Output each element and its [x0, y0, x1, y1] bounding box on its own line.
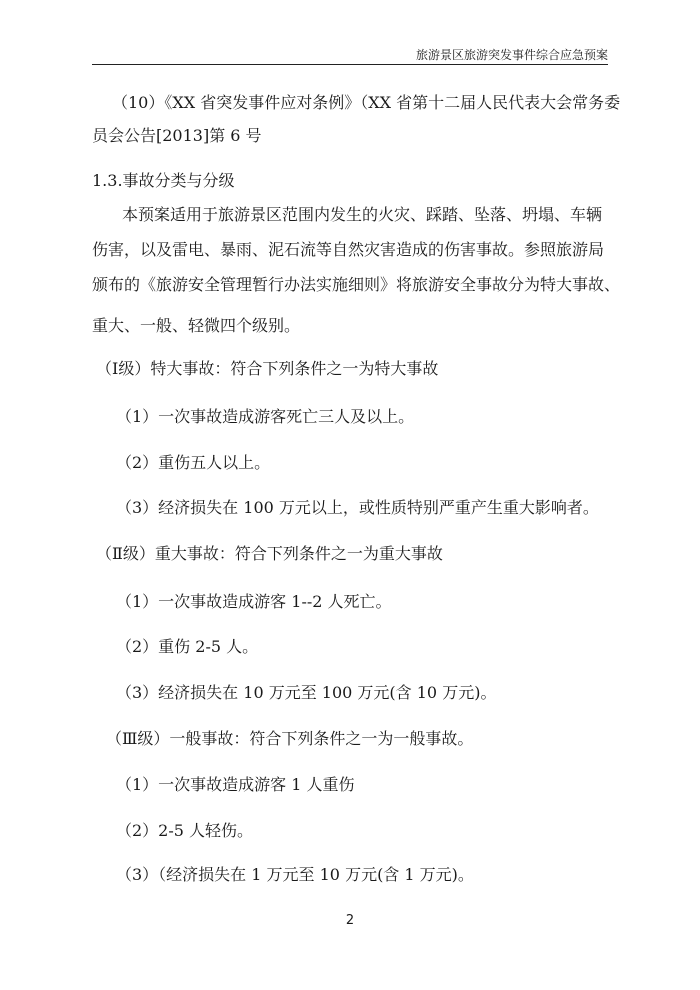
level-heading: （Ⅲ级）一般事故：符合下列条件之一为一般事故。 [106, 729, 474, 748]
section-heading: 1.3.事故分类与分级 [92, 171, 235, 190]
list-item: （1）一次事故造成游客死亡三人及以上。 [116, 407, 415, 426]
citation-line-cont: 员会公告[2013]第 6 号 [92, 126, 262, 145]
paragraph-line: 本预案适用于旅游景区范围内发生的火灾、踩踏、坠落、坍塌、车辆 [122, 205, 603, 224]
list-item: （3）（经济损失在 1 万元至 10 万元(含 1 万元)。 [116, 865, 474, 884]
level-heading: （Ⅰ级）特大事故：符合下列条件之一为特大事故 [96, 359, 439, 378]
list-item: （2）重伤 2-5 人。 [116, 637, 259, 656]
page-number: 2 [345, 913, 355, 928]
header-divider [92, 64, 608, 65]
list-item: （2）2-5 人轻伤。 [116, 821, 254, 840]
citation-line: （10）《XX 省突发事件应对条例》（XX 省第十二届人民代表大会常务委 [112, 93, 621, 112]
list-item: （3）经济损失在 100 万元以上，或性质特别严重产生重大影响者。 [116, 498, 599, 517]
running-header: 旅游景区旅游突发事件综合应急预案 [415, 48, 608, 62]
paragraph-line: 重大、一般、轻微四个级别。 [92, 316, 301, 335]
list-item: （2）重伤五人以上。 [116, 453, 271, 472]
paragraph-line: 颁布的《旅游安全管理暂行办法实施细则》将旅游安全事故分为特大事故、 [92, 275, 621, 294]
list-item: （3）经济损失在 10 万元至 100 万元(含 10 万元)。 [116, 683, 497, 702]
paragraph-line: 伤害，以及雷电、暴雨、泥石流等自然灾害造成的伤害事故。参照旅游局 [92, 240, 605, 259]
level-heading: （Ⅱ级）重大事故：符合下列条件之一为重大事故 [96, 544, 443, 563]
list-item: （1）一次事故造成游客 1 人重伤 [116, 775, 355, 794]
list-item: （1）一次事故造成游客 1--2 人死亡。 [116, 592, 392, 611]
